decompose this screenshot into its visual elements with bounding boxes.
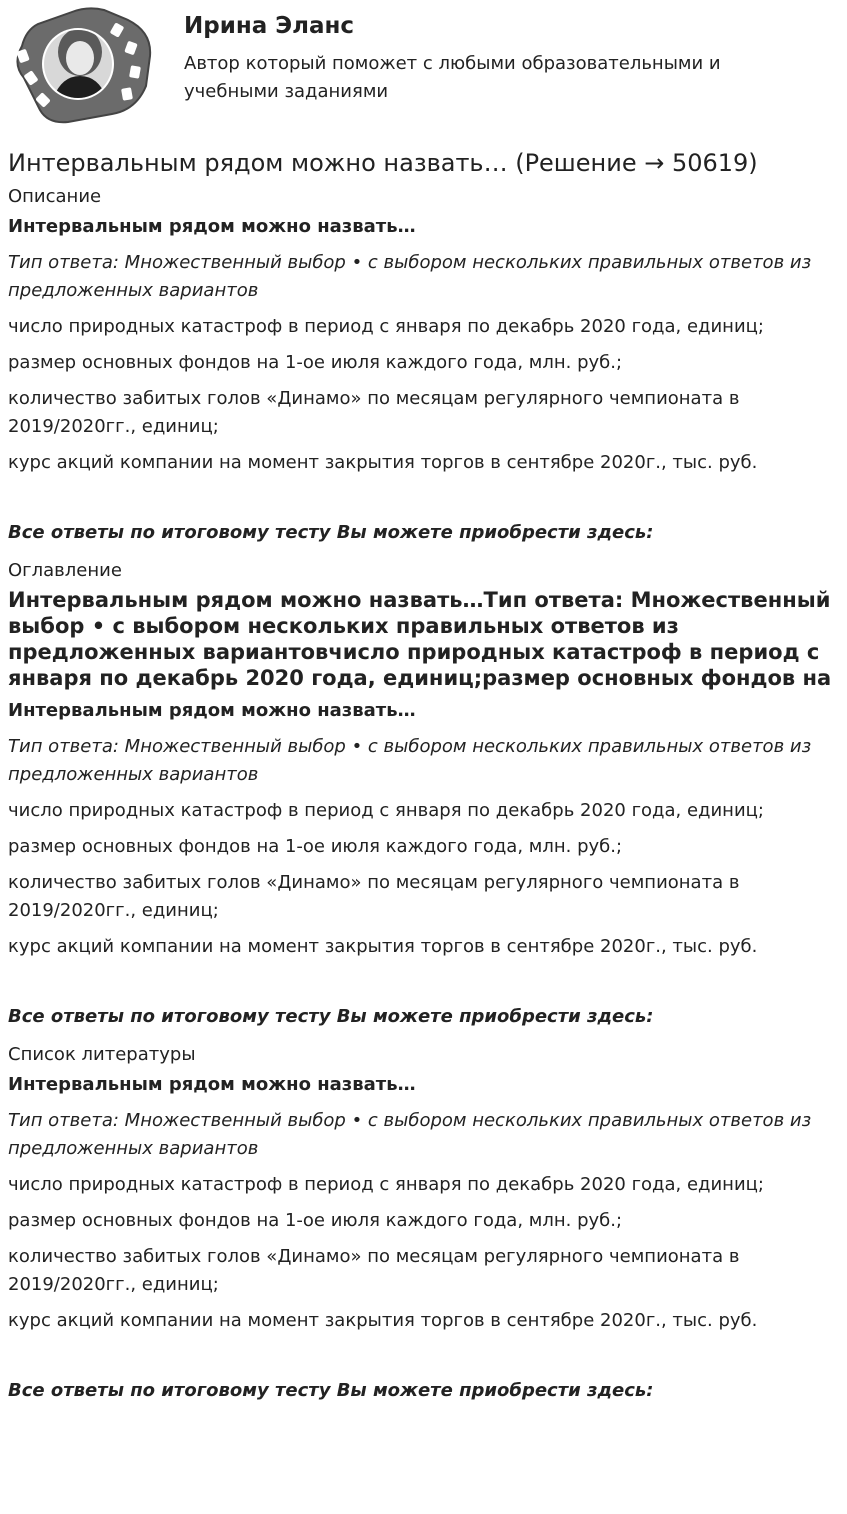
answer-type: Тип ответа: Множественный выбор • с выбором нескольких правильных ответов из предложенных вариантов <box>8 736 812 785</box>
buy-note: Все ответы по итоговому тесту Вы можете приобрести здесь: <box>8 1006 654 1027</box>
avatar <box>8 6 152 126</box>
answer-option: количество забитых голов «Динамо» по месяцам регулярного чемпионата в 2019/2020гг., единиц; <box>8 872 740 921</box>
toc-heading: Интервальным рядом можно назвать…Тип ответа: Множественный выбор • с выбором нескольких правильных ответов из предложенных вариантовчисло природных катастроф в период с января по декабрь 2020 года, единиц;размер основных фондов на <box>8 588 832 690</box>
buy-note: Все ответы по итоговому тесту Вы можете приобрести здесь: <box>8 1380 654 1401</box>
answer-option: курс акций компании на момент закрытия торгов в сентябре 2020г., тыс. руб. <box>8 1310 758 1331</box>
question-title: Интервальным рядом можно назвать… <box>8 216 416 237</box>
author-description: Автор который поможет с любыми образовательными и учебными заданиями <box>184 53 721 102</box>
answer-type: Тип ответа: Множественный выбор • с выбором нескольких правильных ответов из предложенных вариантов <box>8 252 812 301</box>
answer-option: количество забитых голов «Динамо» по месяцам регулярного чемпионата в 2019/2020гг., единиц; <box>8 1246 740 1295</box>
toc-section-label: Оглавление <box>8 560 122 581</box>
answer-option: число природных катастроф в период с января по декабрь 2020 года, единиц; <box>8 800 764 821</box>
answer-option: размер основных фондов на 1-ое июля каждого года, млн. руб.; <box>8 1210 623 1231</box>
answer-type: Тип ответа: Множественный выбор • с выбором нескольких правильных ответов из предложенных вариантов <box>8 1110 812 1159</box>
question-title: Интервальным рядом можно назвать… <box>8 700 416 721</box>
page-title: Интервальным рядом можно назвать… (Решение → 50619) <box>8 149 758 177</box>
buy-note: Все ответы по итоговому тесту Вы можете приобрести здесь: <box>8 522 654 543</box>
film-reel-avatar-icon <box>8 6 152 126</box>
answer-option: число природных катастроф в период с января по декабрь 2020 года, единиц; <box>8 1174 764 1195</box>
author-name: Ирина Эланс <box>184 13 355 39</box>
answer-option: курс акций компании на момент закрытия торгов в сентябре 2020г., тыс. руб. <box>8 936 758 957</box>
literature-section-label: Список литературы <box>8 1044 196 1065</box>
author-header <box>0 0 847 130</box>
answer-option: размер основных фондов на 1-ое июля каждого года, млн. руб.; <box>8 352 623 373</box>
question-title: Интервальным рядом можно назвать… <box>8 1074 416 1095</box>
answer-option: число природных катастроф в период с января по декабрь 2020 года, единиц; <box>8 316 764 337</box>
answer-option: курс акций компании на момент закрытия торгов в сентябре 2020г., тыс. руб. <box>8 452 758 473</box>
main-content <box>8 145 838 1417</box>
answer-option: количество забитых голов «Динамо» по месяцам регулярного чемпионата в 2019/2020гг., единиц; <box>8 388 740 437</box>
answer-option: размер основных фондов на 1-ое июля каждого года, млн. руб.; <box>8 836 623 857</box>
description-section-label: Описание <box>8 186 102 207</box>
